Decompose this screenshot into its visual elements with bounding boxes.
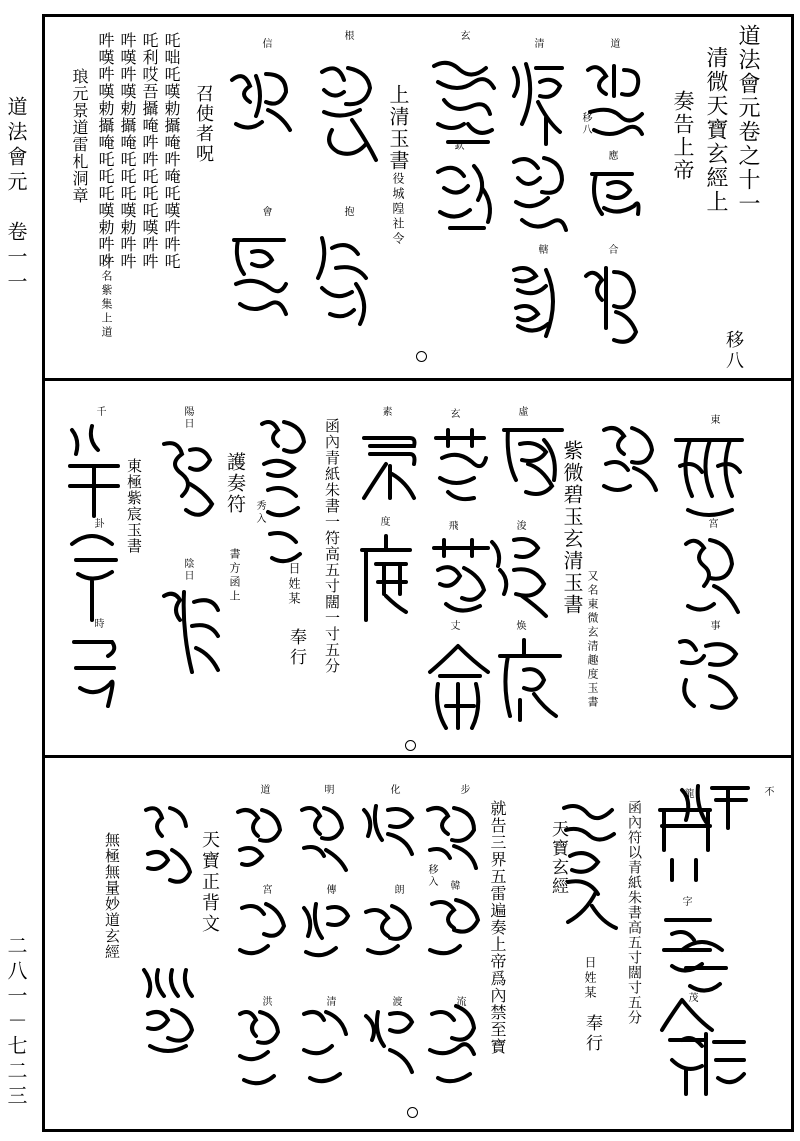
copy-instruction-3: 函內符以青紙朱書高五寸闊寸五分 [626, 800, 642, 1025]
seal-glyph-ying [584, 164, 646, 224]
seal-column-4 [230, 800, 294, 1100]
label-xuan: 玄 [458, 30, 469, 42]
seal-column-1 [420, 800, 490, 1100]
label-dao: 道 [608, 38, 619, 50]
panel-divider-2 [45, 755, 791, 758]
seal-glyph-hui [226, 230, 296, 330]
seal-glyph-lian [506, 150, 570, 240]
label-dong: 東 [708, 414, 719, 426]
panel-divider-1 [45, 378, 791, 381]
talisman-title: 上清玉書 [386, 84, 410, 172]
seal-glyph-bao [312, 228, 382, 328]
seal-glyph-xia [506, 260, 568, 350]
label-han: 韓 [448, 880, 459, 892]
label-fei: 飛 [446, 520, 457, 532]
margin-page-number: 二八一－七二三 [4, 935, 28, 1110]
label-bu: 不 [762, 786, 773, 798]
label-du: 度 [378, 516, 389, 528]
talisman-note: 移八 [580, 112, 591, 136]
volume-title: 道法會元卷之十一 [735, 24, 760, 216]
seal-glyph-xuan [428, 54, 504, 154]
seal-glyph-protect [256, 414, 312, 574]
label-shi: 事 [708, 620, 719, 632]
label-du3: 渡 [390, 996, 401, 1008]
seal-glyph-yang [156, 434, 220, 534]
incantation-col-3: 吽嘆吽嘆勅攝唵吒吒吒嘆勅吽吽 [118, 32, 137, 270]
label-hong: 洪 [260, 996, 271, 1008]
seal-glyph-jun [486, 530, 558, 620]
label-ying: 應 [606, 150, 617, 162]
seal-glyph-zhang [424, 640, 494, 730]
incantation-col-2: 吒利哎吾攝唵吽吽吒吒吒嘆吽吽 [140, 32, 159, 270]
seal-glyph-he [580, 262, 642, 352]
seal-glyph-wu [136, 800, 200, 910]
label-liu: 流 [454, 996, 465, 1008]
seal-column-3 [294, 800, 358, 1100]
book-title: 紫微碧玉玄清玉書 [560, 440, 584, 616]
label-huan: 焕 [514, 620, 525, 632]
summon-title: 召使者呪 [193, 84, 214, 164]
label-xia: 轄 [536, 244, 547, 256]
label-lang: 朗 [392, 884, 403, 896]
label-xin: 信 [260, 38, 271, 50]
memorial-note: 秀入 [254, 500, 265, 526]
binding-hole [405, 740, 416, 751]
label-chuan: 傳 [324, 884, 335, 896]
label-su: 素 [380, 406, 391, 418]
label-qing: 清 [532, 38, 543, 50]
binding-hole [407, 1107, 418, 1118]
label-qin: 欽 [452, 140, 463, 152]
label-shi2: 時 [92, 618, 103, 630]
seal-glyph-qian [62, 420, 126, 720]
label-yin: 陰日 [182, 558, 193, 582]
seal-glyph-xuan2 [428, 426, 494, 506]
seal-glyph-a [596, 420, 666, 500]
seal-glyph-dao [580, 60, 650, 150]
scripture-title-3: 天寶玄經 [548, 820, 568, 896]
label-dao3: 道 [258, 784, 269, 796]
label-gen: 根 [342, 30, 353, 42]
label-he: 合 [606, 244, 617, 256]
seal-column-2 [356, 800, 422, 1100]
seal-glyph-du [356, 532, 416, 622]
margin-book-title: 道法會元 卷一一 [4, 96, 28, 296]
book-note: 又名東微玄清趣度玉書 [586, 570, 599, 710]
name-label: 日姓某 [287, 562, 301, 607]
label-xuan2: 玄 [448, 408, 459, 420]
seal-glyph-su [356, 428, 422, 508]
binding-hole [416, 351, 427, 362]
label-ming: 明 [322, 784, 333, 796]
label-long: 龍 [682, 788, 693, 800]
closing-line: 琅元景道雷札洞章 [70, 68, 89, 204]
seal-glyph-long [652, 800, 722, 1100]
scripture-name-3: 天寶正背文 [199, 830, 220, 935]
closing-note: 夕名紫集上道 [100, 256, 113, 340]
label-hua: 化 [388, 784, 399, 796]
incantation-col-1: 吒咄吒嘆勅攝唵吽唵吒嘆吽吽吒 [162, 32, 181, 270]
label-zhang: 丈 [448, 620, 459, 632]
page-note: 移八 [723, 330, 744, 372]
label-yang: 陽日 [182, 406, 193, 430]
seal-glyph-xin [226, 66, 298, 146]
label-gua: 卦 [92, 518, 103, 530]
report-note: 移入 [426, 864, 437, 888]
label-xu: 虛 [516, 406, 527, 418]
label-qian: 千 [94, 406, 105, 418]
label-jun: 浚 [514, 520, 525, 532]
seal-glyph-huan [494, 634, 566, 724]
label-gong: 宮 [706, 518, 717, 530]
memorial-title: 護奏符 [224, 452, 246, 515]
incantation-col-4: 吽嘆吽嘆勅攝唵吒吒吒嘆勅吽吽 [96, 32, 115, 270]
seal-glyph-shi [672, 632, 748, 722]
seal-glyph-fei [428, 534, 494, 624]
section-title: 奏告上帝 [671, 90, 695, 182]
label-qing3: 清 [324, 996, 335, 1008]
label-zi: 字 [680, 896, 691, 908]
seal-glyph-dong [670, 428, 750, 528]
offer-text-3: 奉行 [582, 1014, 602, 1054]
label-gong3: 宮 [260, 884, 271, 896]
label-hui: 會 [260, 206, 271, 218]
scripture-title: 清微天寶玄經上 [703, 46, 728, 214]
closing-scripture: 無極無量妙道玄經 [103, 832, 121, 960]
talisman-subtitle: 役城隍社令 [391, 172, 405, 247]
copy-instruction: 函內青紙朱書一符高五寸闊一寸五分 [323, 418, 341, 674]
offer-text: 奉行 [286, 628, 306, 668]
seal-glyph-qing [506, 58, 568, 148]
seal-glyph-yin [156, 582, 226, 682]
memorial-subtitle: 書方函上 [228, 548, 241, 604]
report-text: 就告三界五雷遍奏上帝爲內禁至寶 [488, 800, 507, 1055]
seal-glyph-miao [136, 960, 204, 1070]
label-bu3: 步 [458, 784, 469, 796]
label-bao: 抱 [342, 206, 353, 218]
seal-glyph-gong [678, 532, 748, 622]
seal-glyph-gen [312, 60, 382, 170]
emperor-text: 東極紫宸玉書 [125, 458, 143, 554]
seal-glyph-qin [430, 158, 500, 238]
name-label-3: 日姓某 [583, 956, 597, 1001]
label-mao: 茂 [686, 992, 697, 1004]
